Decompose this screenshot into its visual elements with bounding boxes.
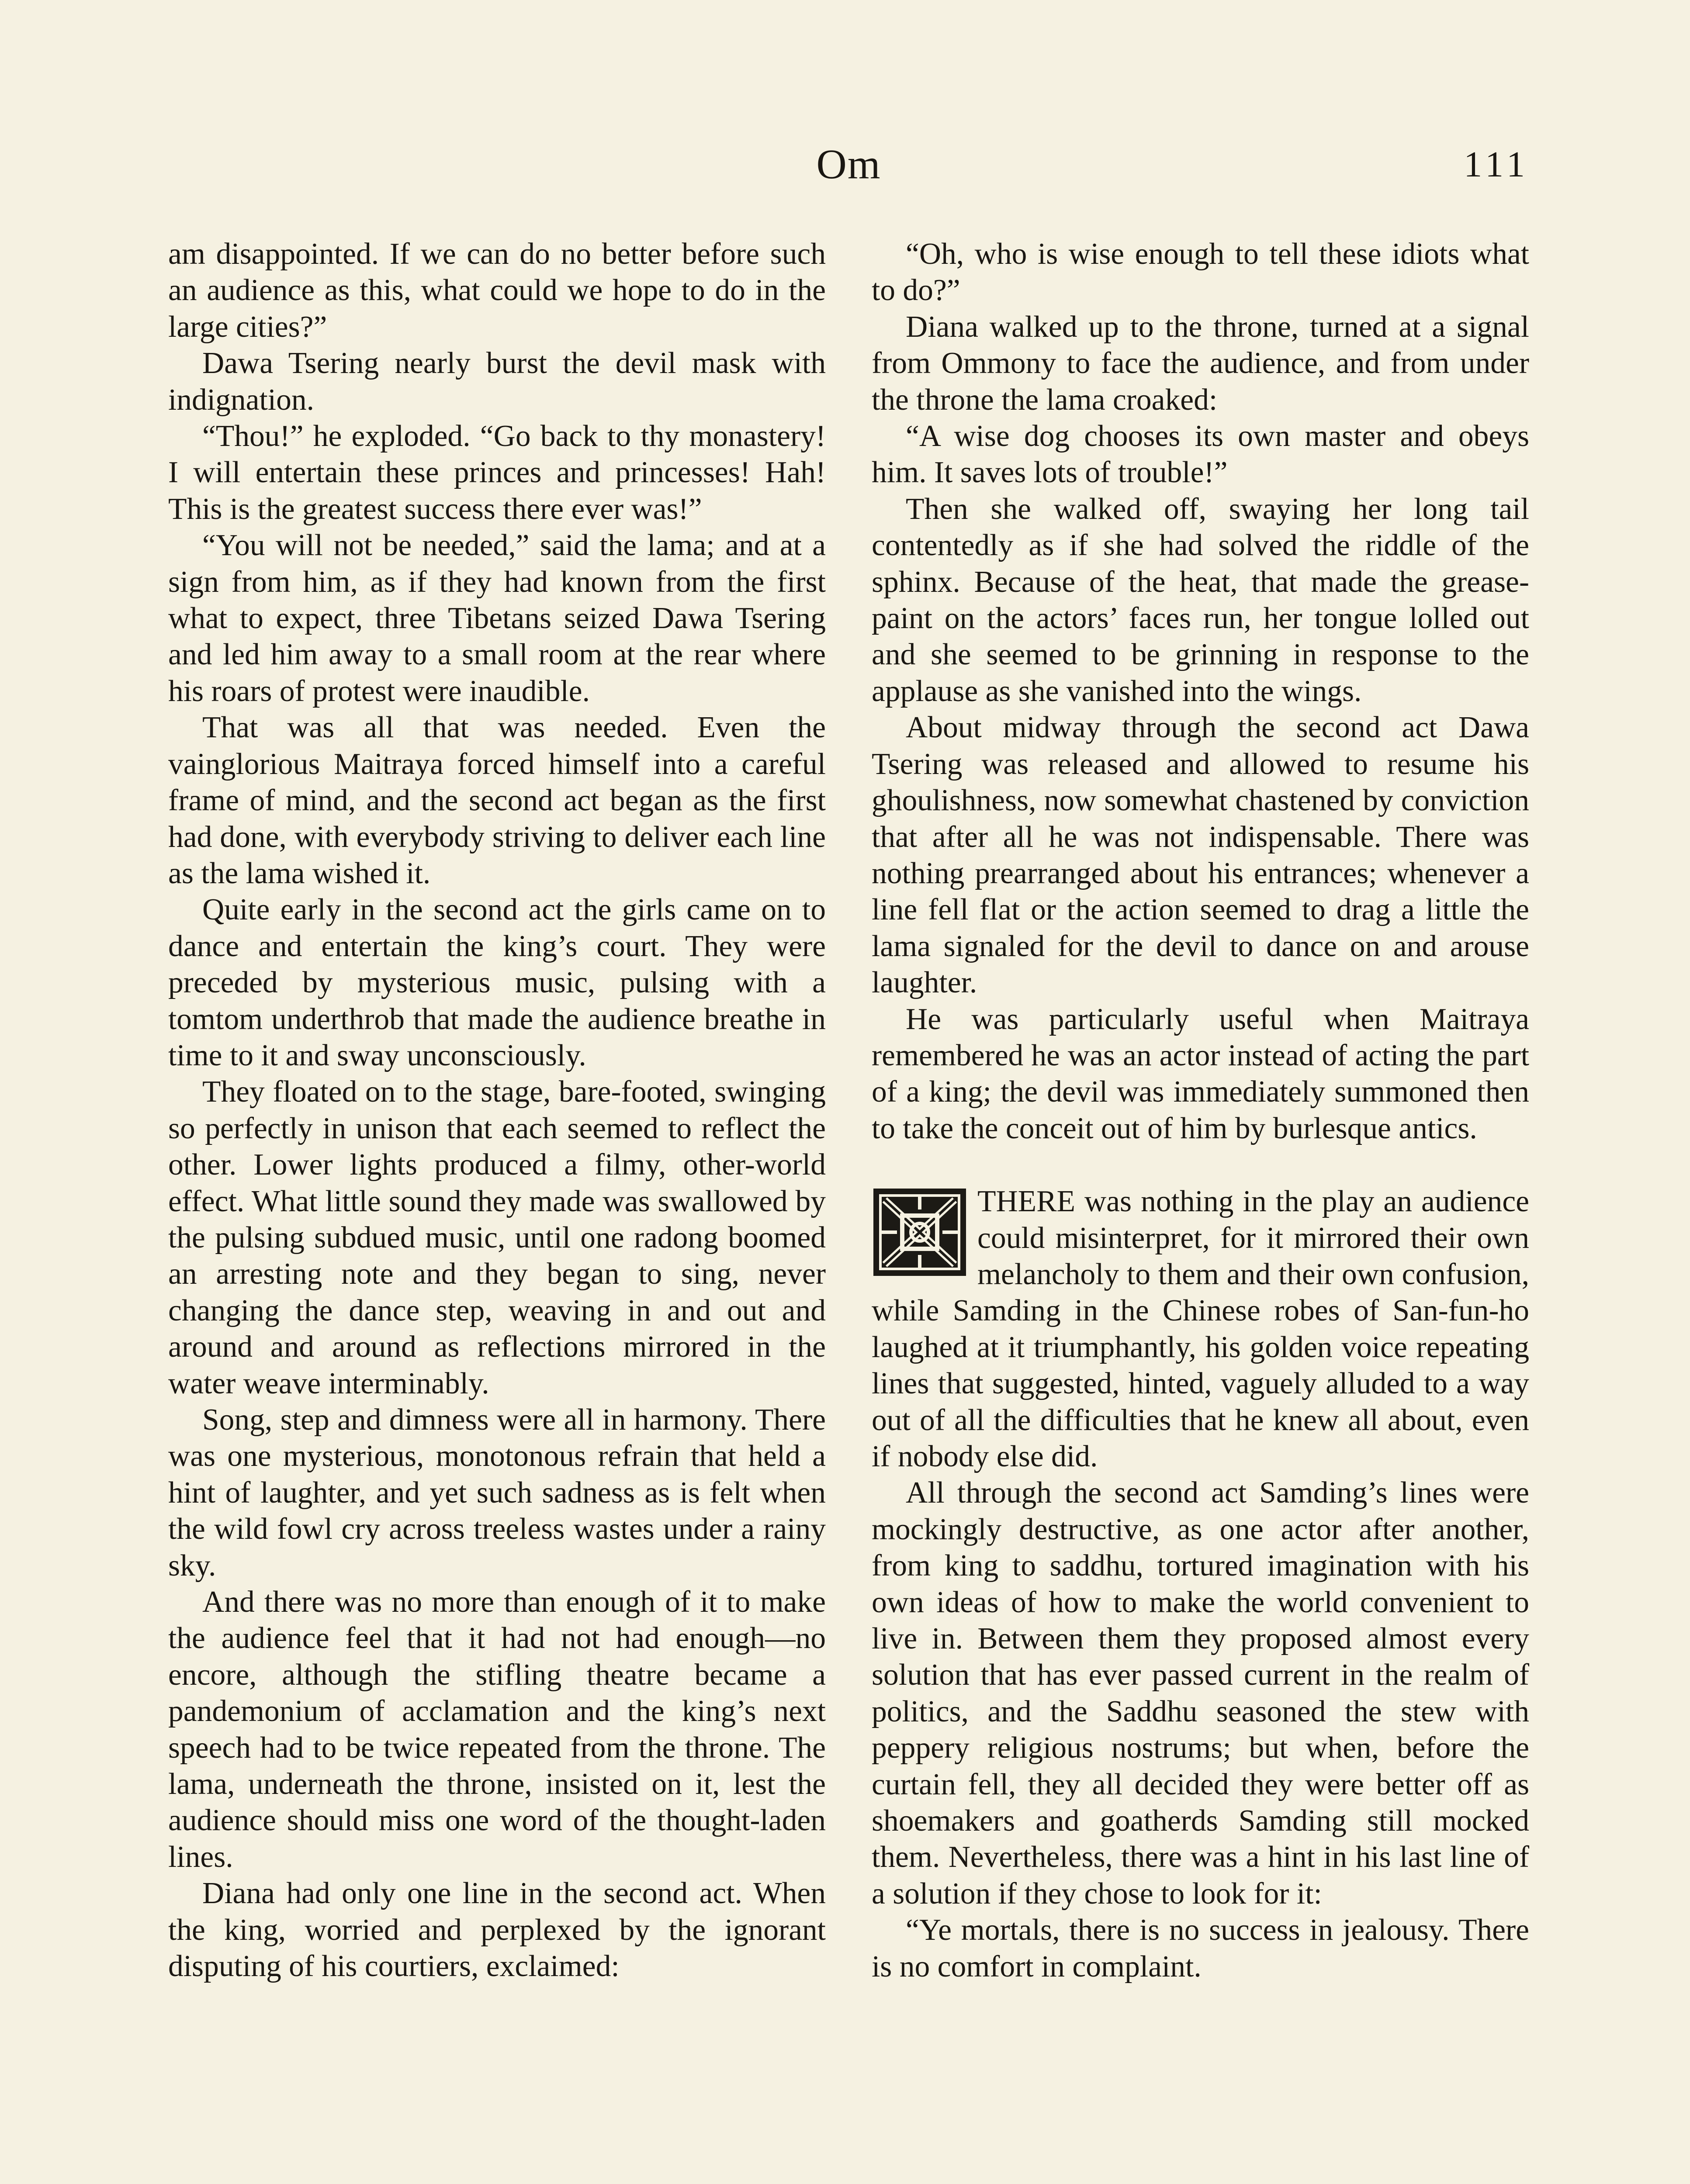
paragraph: And there was no more than enough of it to make the audience feel that it had not had enough—no encore, although the stifling theatre became a pandemonium of acclamation and the king’s next speech had to be twice repeated from the throne. The lama, underneath the throne, insisted on it, lest the audience should miss one word of the thought-laden lines. <box>168 1585 826 1874</box>
paragraph: Then she walked off, swaying her long tail contentedly as if she had solved the riddle of the sphinx. Because of the heat, that made the grease-paint on the actors’ faces run, her tongue lolled out and she seemed to be grinning in response to the applause as she vanished into the wings. <box>872 492 1529 708</box>
paragraph: Quite early in the second act the girls came on to dance and entertain the king’s court. They were preceded by mysterious music, pulsing with a tomtom underthrob that made the audience breathe in time to it and sway unconsciously. <box>168 893 826 1072</box>
paragraph: All through the second act Samding’s lines were mockingly destructive, as one actor after another, from king to saddhu, tortured imagination with his own ideas of how to make the world convenient to live in. Between them they proposed almost every solution that has ever passed current in the realm of politics, and the Saddhu seasoned the stew with peppery religious nostrums; but when, before the curtain fell, they all decided they were better off as shoemakers and goatherds Samding still mocked them. Nevertheless, there was a hint in his last line of a solution if they chose to look for it: <box>872 1476 1529 1911</box>
ornamental-knot-icon <box>872 1187 968 1278</box>
paragraph: That was all that was needed. Even the vainglorious Maitraya forced himself into a careful frame of mind, and the second act began as the first had done, with everybody striving to deliver each line as the lama wished it. <box>168 711 826 890</box>
page-title: Om <box>816 141 881 187</box>
right-column <box>872 236 1529 1985</box>
paragraph: “You will not be needed,” said the lama; and at a sign from him, as if they had known from the first what to expect, three Tibetans seized Dawa Tsering and led him away to a small room at the rear where his roars of protest were inaudible. <box>168 529 826 708</box>
paragraph: “Thou!” he exploded. “Go back to thy monastery! I will entertain these princes and princesses! Hah! This is the greatest success there ever was!” <box>168 419 826 526</box>
paragraph-text: THERE was nothing in the play an audience could misinterpret, for it mirrored their own melancholy to them and their own confusion, while Samding in the Chinese robes of San-fun-ho laughed at it triumphantly, his golden voice repeating lines that suggested, hinted, vaguely alluded to a way out of all the difficulties that he knew all about, even if nobody else did. <box>872 1185 1529 1473</box>
paragraph: Diana walked up to the throne, turned at a signal from Ommony to face the audience, and from under the throne the lama croaked: <box>872 310 1529 417</box>
left-column <box>168 236 826 1985</box>
paragraph: Song, step and dimness were all in harmony. There was one mysterious, monotonous refrain that held a hint of laughter, and yet such sadness as is felt when the wild fowl cry across treeless wastes under a rainy sky. <box>168 1403 826 1583</box>
paragraph: “Oh, who is wise enough to tell these idiots what to do?” <box>872 237 1529 308</box>
paragraph: “Ye mortals, there is no success in jealousy. There is no comfort in complaint. <box>872 1913 1529 1984</box>
running-head <box>168 140 1529 192</box>
paragraph: He was particularly useful when Maitraya remembered he was an actor instead of acting the part of a king; the devil was immediately summoned then to take the conceit out of him by burlesque antics. <box>872 1002 1529 1145</box>
drop-cap-paragraph <box>872 1183 1529 1475</box>
paragraph: am disappointed. If we can do no better before such an audience as this, what could we hope to do in the large cities?” <box>168 237 826 344</box>
paragraph: Dawa Tsering nearly burst the devil mask with indignation. <box>168 346 826 417</box>
paragraph: “A wise dog chooses its own master and obeys him. It saves lots of trouble!” <box>872 419 1529 490</box>
section-break <box>872 1147 1529 1183</box>
paragraph: They floated on to the stage, bare-footed, swinging so perfectly in unison that each seemed to reflect the other. Lower lights produced a filmy, other-world effect. What little sound they made was swallowed by the pulsing subdued music, until one radong boomed an arresting note and they began to sing, never changing the dance step, weaving in and out and around and around as reflections mirrored in the water weave interminably. <box>168 1075 826 1400</box>
paragraph: Diana had only one line in the second act. When the king, worried and perplexed by the ignorant disputing of his courtiers, exclaimed: <box>168 1876 826 1984</box>
page-number: 111 <box>1464 144 1529 185</box>
paragraph: About midway through the second act Dawa Tsering was released and allowed to resume his ghoulishness, now somewhat chastened by conviction that after all he was not indispensable. There was nothing prearranged about his entrances; whenever a line fell flat or the action seemed to drag a little the lama signaled for the devil to dance on and arouse laughter. <box>872 711 1529 1000</box>
